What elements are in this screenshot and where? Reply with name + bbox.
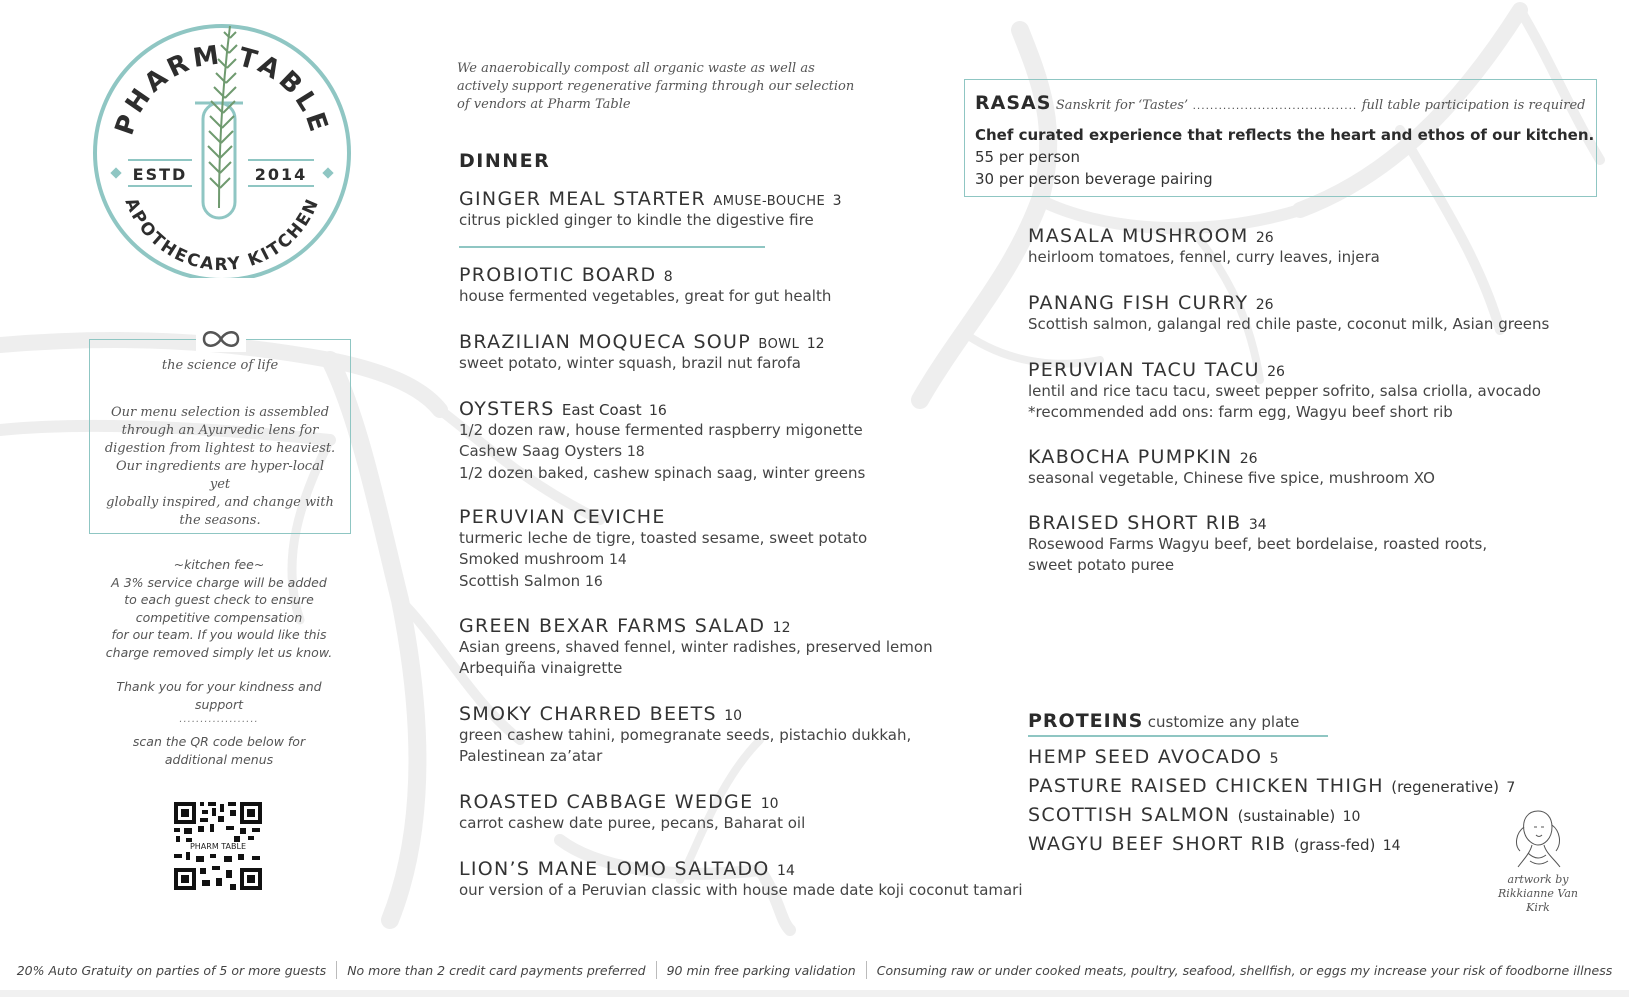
- item-name: BRAISED SHORT RIB: [1028, 512, 1242, 534]
- item-price: 26: [1267, 364, 1285, 380]
- science-body: Our menu selection is assembled through an Ayurvedic lens for digestion from lightest to heaviest. Our ingredients are hyper-local yet globally inspired, and change with the seasons.: [104, 405, 336, 528]
- item-desc: house fermented vegetables, great for gut health: [459, 287, 832, 305]
- compost-note: We anaerobically compost all organic waste as well as actively support regenerative farming through our selection of vendors at Pharm Table: [457, 61, 855, 112]
- item-name: SMOKY CHARRED BEETS: [459, 703, 717, 725]
- menu-item-ceviche: PERUVIAN CEVICHE turmeric leche de tigre, toasted sesame, sweet potato Smoked mushroom 14 Scottish Salmon 16: [459, 506, 868, 590]
- science-of-life-box: [89, 339, 351, 534]
- logo-arc-top: PHARM TABLE: [109, 40, 335, 139]
- item-name: GINGER MEAL STARTER: [459, 188, 707, 210]
- logo-arc-bottom: APOTHECARY KITCHEN: [120, 194, 324, 276]
- item-tag: BOWL: [758, 337, 800, 352]
- rasas-price: 55 per person: [975, 148, 1080, 166]
- item-name: PANANG FISH CURRY: [1028, 292, 1249, 314]
- item-name: KABOCHA PUMPKIN: [1028, 446, 1233, 468]
- rasas-tagline: Chef curated experience that reflects the heart and ethos of our kitchen.: [975, 126, 1595, 144]
- separator: [336, 961, 337, 979]
- logo-estd-label: ESTD: [132, 165, 188, 184]
- menu-item-tacu-tacu: PERUVIAN TACU TACU 26 lentil and rice tacu tacu, sweet pepper sofrito, salsa criolla, avocado *recommended add ons: farm egg, Wagyu beef short rib: [1028, 359, 1541, 421]
- menu-item-probiotic: [459, 264, 831, 307]
- item-option: Smoked mushroom: [459, 550, 605, 568]
- dinner-heading: DINNER: [459, 150, 551, 172]
- item-name: BRAZILIAN MOQUECA SOUP: [459, 331, 752, 353]
- item-name: PERUVIAN CEVICHE: [459, 506, 666, 528]
- proteins-heading: PROTEINS customize any plate: [1028, 710, 1300, 732]
- separator: [656, 961, 657, 979]
- portrait-sketch-icon: [1508, 805, 1568, 873]
- item-desc: citrus pickled ginger to kindle the digestive fire: [459, 211, 814, 229]
- item-name: MASALA MUSHROOM: [1028, 225, 1249, 247]
- rasas-box: RASAS Sanskrit for ‘Tastes’ ...................................... full table participation is required Chef curated experience that reflects the heart and ethos of our kitchen. 55 per person 30 per person beverage pairing: [964, 79, 1597, 197]
- footer-note: Consuming raw or under cooked meats, poultry, seafood, shellfish, or eggs my increase your risk of foodborne illness: [876, 962, 1613, 978]
- rasas-subtitle: Sanskrit for ‘Tastes’: [1055, 98, 1189, 113]
- logo-estd-year: 2014: [254, 165, 308, 184]
- infinity-icon: [196, 326, 246, 352]
- item-price: 26: [1255, 297, 1274, 313]
- item-name: ROASTED CABBAGE WEDGE: [459, 791, 754, 813]
- menu-item-short-rib: BRAISED SHORT RIB 34 Rosewood Farms Wagyu beef, beet bordelaise, roasted roots, sweet potato puree: [1028, 512, 1488, 574]
- menu-item-lomo-saltado: LION’S MANE LOMO SALTADO 14 our version of a Peruvian classic with house made date koji coconut tamari: [459, 858, 1023, 899]
- menu-item-beets: SMOKY CHARRED BEETS 10 green cashew tahini, pomegranate seeds, pistachio dukkah, Palestinean za’atar: [459, 703, 912, 765]
- dots-divider: ...................: [179, 714, 259, 725]
- item-desc: sweet potato, winter squash, brazil nut farofa: [459, 354, 801, 372]
- protein-item: HEMP SEED AVOCADO 5: [1028, 746, 1279, 768]
- qr-caption: PHARM TABLE: [189, 842, 247, 851]
- item-price: 14: [609, 552, 627, 568]
- proteins-subtitle: customize any plate: [1147, 713, 1300, 731]
- qr-instructions: scan the QR code below for: [132, 734, 306, 749]
- protein-item: SCOTTISH SALMON (sustainable) 10: [1028, 804, 1361, 826]
- item-price: 10: [724, 708, 743, 724]
- menu-item-kabocha: KABOCHA PUMPKIN 26 seasonal vegetable, Chinese five spice, mushroom XO: [1028, 446, 1435, 487]
- menu-item-oysters: OYSTERS East Coast 16 1/2 dozen raw, house fermented raspberry migonette Cashew Saag Oysters 18 1/2 dozen baked, cashew spinach saag, winter greens: [459, 398, 866, 482]
- thanks-note: Thank you for your kindness and: [116, 679, 322, 694]
- item-price: 8: [663, 269, 673, 285]
- item-name: PERUVIAN TACU TACU: [1028, 359, 1260, 381]
- menu-item-cabbage: ROASTED CABBAGE WEDGE 10 carrot cashew date puree, pecans, Baharat oil: [459, 791, 806, 832]
- proteins-list: [1028, 744, 1515, 860]
- footer-note: 20% Auto Gratuity on parties of 5 or more guests: [16, 962, 327, 978]
- protein-item: PASTURE RAISED CHICKEN THIGH (regenerative) 7: [1028, 775, 1516, 797]
- rasas-pairing-price: 30 per person beverage pairing: [975, 170, 1213, 188]
- footer-note: 90 min free parking validation: [666, 962, 856, 978]
- pharm-table-logo: [92, 18, 352, 278]
- protein-item: WAGYU BEEF SHORT RIB (grass-fed) 14: [1028, 833, 1401, 855]
- item-option: Scottish Salmon: [459, 572, 581, 590]
- rasas-requirement: full table participation is required: [1361, 98, 1586, 113]
- menu-item-ginger: [459, 188, 842, 231]
- item-variant: East Coast: [561, 401, 642, 419]
- item-price: 12: [772, 620, 791, 636]
- rasas-title: RASAS: [975, 92, 1052, 114]
- menu-item-panang-curry: PANANG FISH CURRY 26 Scottish salmon, galangal red chile paste, coconut milk, Asian greens: [1028, 292, 1550, 333]
- item-price: 10: [760, 796, 779, 812]
- item-price: 16: [648, 403, 667, 419]
- item-name: GREEN BEXAR FARMS SALAD: [459, 615, 766, 637]
- item-price: 12: [806, 336, 825, 352]
- item-variant: Cashew Saag Oysters: [459, 442, 623, 460]
- menu-item-masala-mushroom: MASALA MUSHROOM 26 heirloom tomatoes, fennel, curry leaves, injera: [1028, 225, 1380, 266]
- separator: [866, 961, 867, 979]
- item-name: PROBIOTIC BOARD: [459, 264, 657, 286]
- item-price: 26: [1239, 451, 1258, 467]
- kitchen-fee-title: ~kitchen fee~: [173, 557, 265, 572]
- qr-code[interactable]: [172, 800, 264, 892]
- divider: [459, 246, 765, 248]
- artwork-credit: artwork by Rikkianne Van Kirk: [1490, 805, 1586, 915]
- item-price: 14: [777, 863, 795, 879]
- item-price: 18: [626, 444, 645, 460]
- science-title: the science of life: [161, 358, 279, 373]
- item-name: OYSTERS: [459, 398, 555, 420]
- menu-item-salad: GREEN BEXAR FARMS SALAD 12 Asian greens, shaved fennel, winter radishes, preserved lemon Arbequiña vinaigrette: [459, 615, 933, 677]
- item-tag: AMUSE-BOUCHE: [713, 194, 826, 209]
- item-price: 3: [832, 193, 842, 209]
- footer-notes: [0, 958, 1629, 982]
- divider: [1028, 735, 1328, 737]
- footer-note: No more than 2 credit card payments preferred: [347, 962, 646, 978]
- menu-item-moqueca: [459, 331, 825, 374]
- kitchen-fee-note: ~kitchen fee~ A 3% service charge will be added to each guest check to ensure competitive compensation for our team. If you would like this charge removed simply let us know. Thank you for your kindness and support ................... scan the QR code below for additional menus: [96, 556, 342, 768]
- item-price: 26: [1255, 230, 1274, 246]
- bottom-strip: [0, 990, 1629, 997]
- item-price: 34: [1248, 517, 1267, 533]
- item-name: LION’S MANE LOMO SALTADO: [459, 858, 770, 880]
- item-price: 16: [584, 574, 603, 590]
